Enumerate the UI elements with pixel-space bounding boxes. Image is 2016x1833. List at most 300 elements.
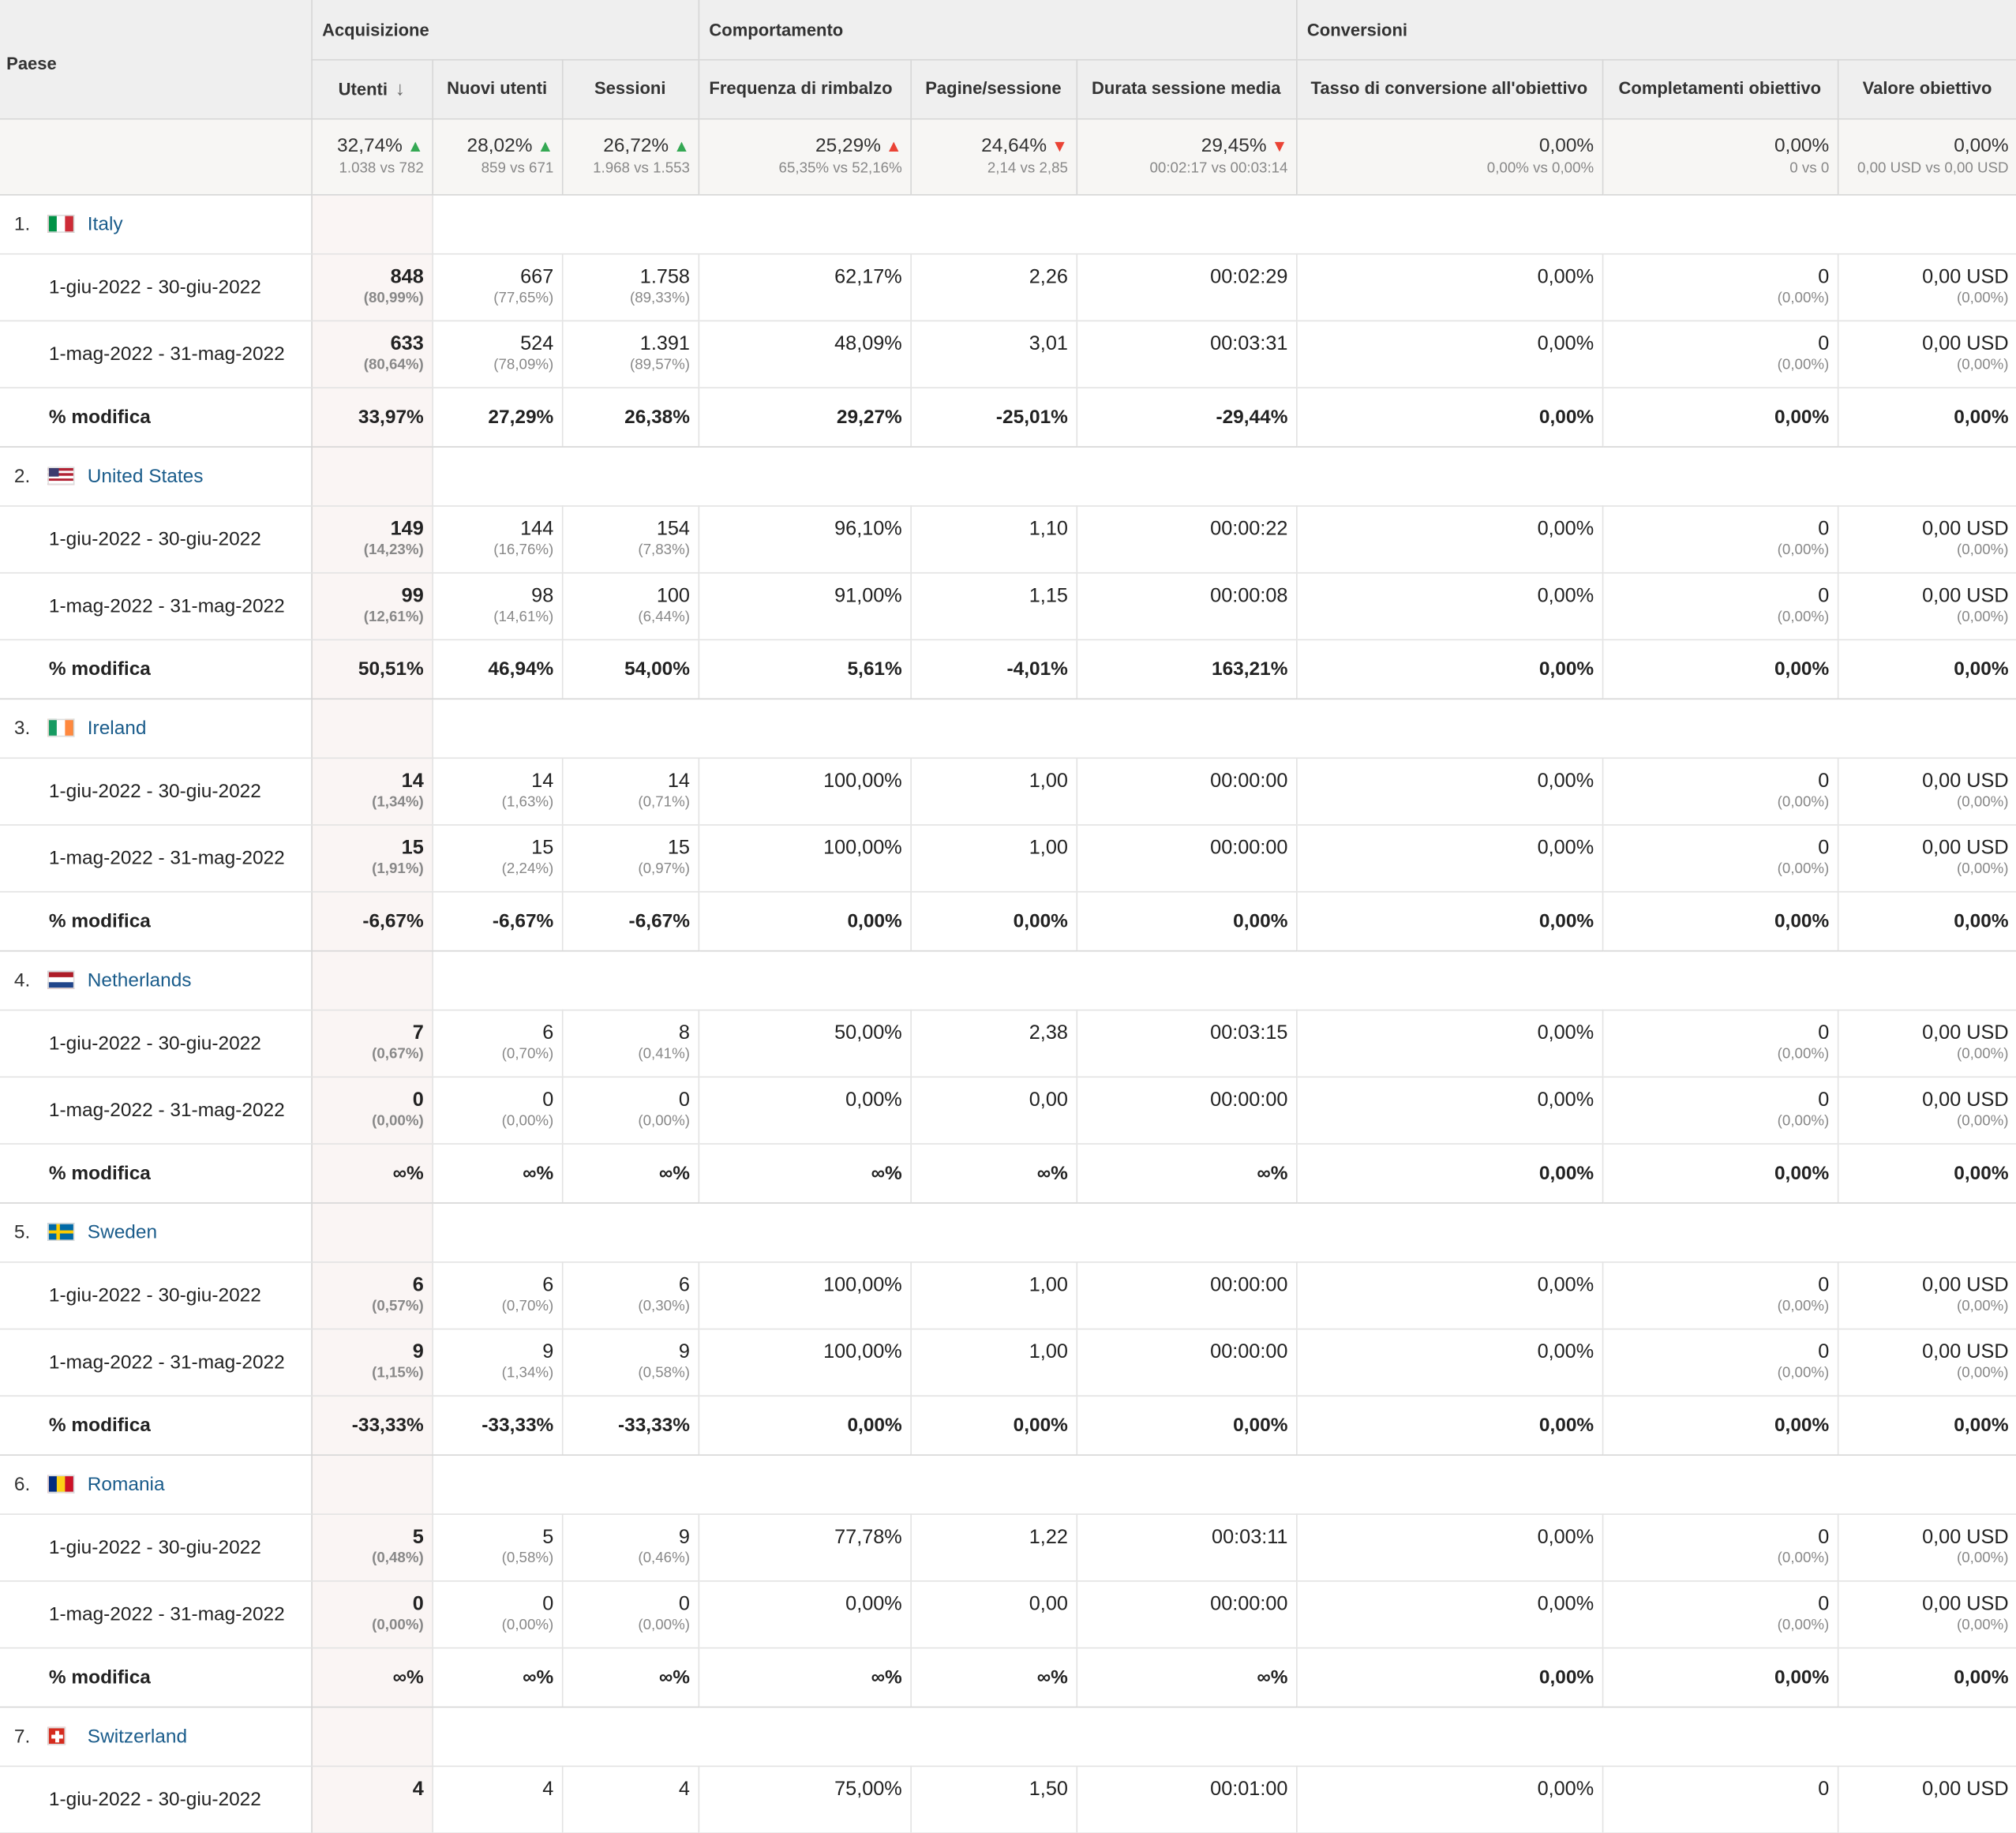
metric-share: (1,15%): [372, 1365, 424, 1381]
col-header-goal-value[interactable]: Valore obiettivo: [1838, 59, 2016, 118]
metric-cell: [1296, 757, 1602, 824]
metric-cell: [432, 572, 562, 639]
percent-change-cell: ∞%: [1076, 1143, 1296, 1202]
metric-value: 0,00 USD: [1922, 332, 2009, 354]
percent-change-cell: 0,00%: [910, 891, 1076, 950]
metric-cell: [1602, 1076, 1838, 1143]
percent-change-cell: 0,00%: [1838, 891, 2016, 950]
metric-value: 0: [1818, 1088, 1830, 1111]
percent-change-label: % modifica: [0, 639, 311, 699]
period-row: [0, 1076, 2016, 1143]
period-label: 1-giu-2022 - 30-giu-2022: [0, 253, 311, 320]
metric-value: 1.391: [639, 332, 690, 354]
totals-value-text: 24,64%: [981, 134, 1047, 156]
metric-value: 00:00:00: [1210, 836, 1288, 859]
percent-change-cell: 0,00%: [1296, 1143, 1602, 1202]
users-column-spacer: [311, 1202, 432, 1261]
percent-change-cell: 0,00%: [1296, 1395, 1602, 1454]
metric-cell: [562, 1076, 699, 1143]
percent-change-cell: 0,00%: [1602, 1395, 1838, 1454]
percent-change-label: % modifica: [0, 891, 311, 950]
col-header-bounce-rate[interactable]: Frequenza di rimbalzo: [699, 59, 911, 118]
period-label: 1-mag-2022 - 31-mag-2022: [0, 1580, 311, 1647]
trend-down-arrow-icon: ▼: [1047, 135, 1068, 156]
period-row: [0, 572, 2016, 639]
metric-cell: [1296, 1513, 1602, 1580]
metric-share: (0,00%): [1777, 542, 1830, 558]
metric-value: 00:00:00: [1210, 769, 1288, 792]
metric-value: 00:01:00: [1210, 1778, 1288, 1800]
metric-cell: [910, 1513, 1076, 1580]
period-row: [0, 1580, 2016, 1647]
percent-change-cell: -33,33%: [562, 1395, 699, 1454]
metric-cell: [699, 824, 911, 891]
metric-cell: [910, 757, 1076, 824]
metric-value: 0: [1818, 332, 1830, 354]
totals-value: [563, 134, 690, 156]
metric-cell: [1602, 1580, 1838, 1647]
metric-value: 15: [401, 836, 424, 859]
metric-value: 0,00%: [845, 1592, 902, 1615]
metric-cell: [1602, 320, 1838, 388]
metric-share: (14,61%): [493, 609, 554, 624]
metric-cell: [562, 824, 699, 891]
period-row: [0, 824, 2016, 891]
percent-change-cell: 0,00%: [910, 1395, 1076, 1454]
percent-change-cell: 0,00%: [1838, 1395, 2016, 1454]
metric-cell: [910, 572, 1076, 639]
metric-value: 0: [1818, 1273, 1830, 1296]
metric-cell: [1838, 253, 2016, 320]
percent-change-cell: ∞%: [699, 1647, 911, 1707]
country-link-netherlands[interactable]: Netherlands: [87, 969, 192, 991]
totals-comparison: 0 vs 0: [1789, 159, 1830, 176]
country-link-romania[interactable]: Romania: [87, 1473, 165, 1495]
metric-cell: [1838, 824, 2016, 891]
col-header-users[interactable]: Utenti ↓: [311, 59, 432, 118]
trend-up-arrow-icon: ▲: [532, 135, 554, 156]
col-header-sessions[interactable]: Sessioni: [562, 59, 699, 118]
metric-cell: [311, 1580, 432, 1647]
country-link-switzerland[interactable]: Switzerland: [87, 1725, 188, 1747]
country-row-filler: [432, 1202, 2016, 1261]
metric-share: (0,46%): [638, 1550, 690, 1566]
metric-value: 0,00%: [1537, 836, 1594, 859]
percent-change-cell: -33,33%: [311, 1395, 432, 1454]
country-rank: 4.: [13, 969, 31, 991]
metric-value: 3,01: [1029, 332, 1068, 354]
period-label: 1-mag-2022 - 31-mag-2022: [0, 824, 311, 891]
metric-cell: [432, 1261, 562, 1329]
metric-value: 1,00: [1029, 836, 1068, 859]
romania-flag-icon: [47, 1475, 74, 1493]
metric-value: 0: [1818, 584, 1830, 607]
percent-change-cell: ∞%: [910, 1143, 1076, 1202]
metric-share: (0,58%): [501, 1550, 554, 1566]
metric-value: 0,00 USD: [1922, 584, 2009, 607]
metric-cell: [562, 1513, 699, 1580]
percent-change-cell: -33,33%: [432, 1395, 562, 1454]
col-header-pages-per-session[interactable]: Pagine/sessione: [910, 59, 1076, 118]
metric-value: 0,00%: [1537, 584, 1594, 607]
percent-change-cell: 0,00%: [699, 891, 911, 950]
metric-share: (0,00%): [1956, 542, 2009, 558]
totals-value: [433, 134, 553, 156]
period-label: 1-giu-2022 - 30-giu-2022: [0, 1513, 311, 1580]
metric-share: (0,30%): [638, 1298, 690, 1314]
country-rank: 6.: [13, 1473, 31, 1495]
totals-value: [312, 134, 424, 156]
percent-change-cell: ∞%: [432, 1647, 562, 1707]
metric-share: (7,83%): [638, 542, 690, 558]
metric-value: 9: [678, 1525, 690, 1548]
metric-cell: [1296, 505, 1602, 572]
united-states-flag-icon: [47, 467, 74, 485]
metric-value: 0,00 USD: [1922, 1592, 2009, 1615]
totals-comparison: 2,14 vs 2,85: [987, 159, 1068, 176]
country-column-header[interactable]: Paese: [0, 0, 311, 118]
metric-share: (0,00%): [1777, 290, 1830, 306]
totals-comparison: 0,00% vs 0,00%: [1486, 159, 1594, 176]
metric-share: (12,61%): [363, 609, 424, 624]
totals-cell: [311, 118, 432, 194]
country-row: [0, 1202, 2016, 1261]
metric-value: 00:00:22: [1210, 517, 1288, 540]
metric-cell: [1076, 1580, 1296, 1647]
metric-value: 6: [542, 1273, 554, 1296]
metric-cell: [311, 253, 432, 320]
metric-cell: [1076, 1329, 1296, 1396]
period-label: 1-mag-2022 - 31-mag-2022: [0, 572, 311, 639]
metric-share: (1,63%): [501, 793, 554, 810]
metric-share: (0,00%): [1777, 1550, 1830, 1566]
metric-value: 633: [390, 332, 424, 354]
metric-share: (0,00%): [1777, 1046, 1830, 1062]
percent-change-cell: ∞%: [562, 1143, 699, 1202]
metric-value: 00:03:31: [1210, 332, 1288, 354]
metric-cell: [1838, 505, 2016, 572]
metric-cell: [1076, 505, 1296, 572]
metric-value: 0,00%: [1537, 1088, 1594, 1111]
metric-share: (89,33%): [629, 290, 690, 306]
metric-value: 100,00%: [823, 836, 902, 859]
metric-share: (0,00%): [1956, 357, 2009, 373]
percent-change-label: % modifica: [0, 1395, 311, 1454]
period-row: [0, 1010, 2016, 1077]
period-label: 1-mag-2022 - 31-mag-2022: [0, 1076, 311, 1143]
metric-value: 0: [1818, 1021, 1830, 1044]
metric-value: 48,09%: [834, 332, 902, 354]
metric-cell: [1838, 1076, 2016, 1143]
users-column-spacer: [311, 1454, 432, 1513]
country-row: [0, 194, 2016, 253]
metric-value: 0,00 USD: [1922, 1273, 2009, 1296]
totals-cell: [1296, 118, 1602, 194]
totals-comparison: 1.968 vs 1.553: [593, 159, 690, 176]
totals-value-text: 0,00%: [1538, 134, 1594, 156]
metric-value: 9: [542, 1340, 554, 1363]
totals-label-cell: [0, 118, 311, 194]
metric-cell: [910, 1766, 1076, 1833]
metric-cell: [432, 505, 562, 572]
metric-value: 0: [542, 1088, 554, 1111]
percent-change-cell: -6,67%: [562, 891, 699, 950]
period-label: 1-mag-2022 - 31-mag-2022: [0, 1329, 311, 1396]
percent-change-cell: ∞%: [311, 1647, 432, 1707]
metric-cell: [1076, 1766, 1296, 1833]
percent-change-cell: 0,00%: [1296, 387, 1602, 446]
metric-share: (0,00%): [1956, 1046, 2009, 1062]
metric-value: 0,00%: [1537, 332, 1594, 354]
col-header-new-users[interactable]: Nuovi utenti: [432, 59, 562, 118]
totals-value-text: 28,02%: [467, 134, 533, 156]
metric-share: (0,00%): [638, 1112, 690, 1129]
metric-cell: [1296, 1580, 1602, 1647]
metric-value: 00:00:00: [1210, 1592, 1288, 1615]
metric-value: 0,00%: [1537, 1340, 1594, 1363]
metric-value: 154: [656, 517, 690, 540]
percent-change-cell: 27,29%: [432, 387, 562, 446]
metric-value: 848: [390, 265, 424, 288]
metric-share: (0,70%): [501, 1046, 554, 1062]
metric-value: 0,00%: [1537, 769, 1594, 792]
metric-value: 7: [412, 1021, 424, 1044]
totals-value-text: 29,45%: [1201, 134, 1267, 156]
period-row: [0, 757, 2016, 824]
metric-cell: [1838, 1513, 2016, 1580]
totals-comparison: 00:02:17 vs 00:03:14: [1149, 159, 1288, 176]
metric-cell: [432, 1076, 562, 1143]
percent-change-cell: ∞%: [1076, 1647, 1296, 1707]
metric-value: 0,00%: [1537, 1525, 1594, 1548]
metric-cell: [910, 320, 1076, 388]
country-row-filler: [432, 1707, 2016, 1766]
metric-cell: [1076, 1076, 1296, 1143]
country-row-filler: [432, 446, 2016, 505]
metric-value: 0: [1818, 769, 1830, 792]
users-column-spacer: [311, 950, 432, 1010]
metric-value: 1,00: [1029, 1273, 1068, 1296]
metric-cell: [1296, 572, 1602, 639]
metric-share: (0,00%): [1956, 1365, 2009, 1381]
percent-change-cell: ∞%: [432, 1143, 562, 1202]
percent-change-cell: -29,44%: [1076, 387, 1296, 446]
metric-value: 524: [520, 332, 554, 354]
metric-cell: [311, 320, 432, 388]
metric-value: 0: [1818, 1778, 1830, 1800]
metric-share: (0,00%): [501, 1617, 554, 1633]
percent-change-cell: 0,00%: [1076, 1395, 1296, 1454]
metric-value: 100: [656, 584, 690, 607]
metric-share: (0,41%): [638, 1046, 690, 1062]
country-link-ireland[interactable]: Ireland: [87, 717, 147, 739]
metric-cell: [562, 253, 699, 320]
metric-share: (2,24%): [501, 860, 554, 877]
metric-cell: [1076, 1010, 1296, 1077]
metric-cell: [432, 1580, 562, 1647]
totals-value-text: 25,29%: [815, 134, 881, 156]
metric-cell: [699, 1513, 911, 1580]
metric-cell: [699, 757, 911, 824]
trend-up-arrow-icon: ▲: [402, 135, 424, 156]
country-link-sweden[interactable]: Sweden: [87, 1220, 158, 1243]
col-header-goal-conversion-rate[interactable]: Tasso di conversione all'obiettivo: [1296, 59, 1602, 118]
col-header-avg-session-duration[interactable]: Durata sessione media: [1076, 59, 1296, 118]
metric-cell: [562, 505, 699, 572]
metric-cell: [432, 1329, 562, 1396]
metric-value: 6: [542, 1021, 554, 1044]
metric-share: (1,34%): [372, 793, 424, 810]
metric-cell: [699, 1261, 911, 1329]
country-cell: [0, 194, 311, 253]
totals-comparison: 859 vs 671: [481, 159, 554, 176]
period-row: [0, 1513, 2016, 1580]
metric-cell: [910, 505, 1076, 572]
percent-change-cell: 0,00%: [699, 1395, 911, 1454]
metric-cell: [699, 1329, 911, 1396]
period-label: 1-giu-2022 - 30-giu-2022: [0, 1766, 311, 1833]
totals-value-text: 26,72%: [603, 134, 669, 156]
percent-change-cell: 0,00%: [1296, 1647, 1602, 1707]
metric-cell: [1296, 1766, 1602, 1833]
italy-flag-icon: [47, 214, 74, 232]
metric-share: (0,00%): [1777, 357, 1830, 373]
period-row: [0, 505, 2016, 572]
percent-change-cell: -6,67%: [432, 891, 562, 950]
group-header-acquisition: Acquisizione: [311, 0, 698, 59]
metric-value: 0: [678, 1088, 690, 1111]
metric-cell: [432, 253, 562, 320]
sort-down-arrow-icon[interactable]: ↓: [395, 77, 405, 100]
period-row: [0, 320, 2016, 388]
country-row-filler: [432, 1454, 2016, 1513]
percent-change-cell: 163,21%: [1076, 639, 1296, 699]
percent-change-cell: 0,00%: [1838, 1143, 2016, 1202]
percent-change-cell: 29,27%: [699, 387, 911, 446]
metric-value: 0: [412, 1592, 424, 1615]
metric-share: (0,00%): [1777, 609, 1830, 624]
percent-change-cell: -4,01%: [910, 639, 1076, 699]
metric-cell: [311, 757, 432, 824]
metric-value: 9: [678, 1340, 690, 1363]
metric-cell: [1296, 1261, 1602, 1329]
metric-value: 0,00: [1029, 1592, 1068, 1615]
metric-value: 0,00 USD: [1922, 769, 2009, 792]
metric-value: 9: [412, 1340, 424, 1363]
netherlands-flag-icon: [47, 970, 74, 988]
metric-value: 14: [667, 769, 690, 792]
metric-cell: [311, 1261, 432, 1329]
metric-value: 14: [401, 769, 424, 792]
metric-value: 149: [390, 517, 424, 540]
ireland-flag-icon: [47, 718, 74, 737]
metric-value: 0,00%: [1537, 1273, 1594, 1296]
metric-value: 0,00 USD: [1922, 265, 2009, 288]
percent-change-cell: 0,00%: [1838, 1647, 2016, 1707]
metric-share: (0,67%): [372, 1046, 424, 1062]
metric-cell: [311, 1010, 432, 1077]
period-row: [0, 1261, 2016, 1329]
percent-change-cell: 26,38%: [562, 387, 699, 446]
col-header-goal-completions[interactable]: Completamenti obiettivo: [1602, 59, 1838, 118]
metric-value: 0,00: [1029, 1088, 1068, 1111]
metric-share: (0,97%): [638, 860, 690, 877]
country-row: [0, 446, 2016, 505]
metric-cell: [1076, 572, 1296, 639]
percent-change-cell: 0,00%: [1602, 891, 1838, 950]
country-link-italy[interactable]: Italy: [87, 212, 123, 235]
metric-value: 4: [542, 1778, 554, 1800]
metric-cell: [1602, 505, 1838, 572]
metric-share: (0,00%): [1777, 1365, 1830, 1381]
country-rank: 2.: [13, 464, 31, 487]
metric-share: (0,00%): [372, 1617, 424, 1633]
percent-change-cell: -25,01%: [910, 387, 1076, 446]
percent-change-cell: 46,94%: [432, 639, 562, 699]
percent-change-row: [0, 891, 2016, 950]
country-row: [0, 1707, 2016, 1766]
percent-change-cell: 0,00%: [1296, 639, 1602, 699]
percent-change-cell: 0,00%: [1838, 639, 2016, 699]
metric-cell: [1838, 1010, 2016, 1077]
metric-cell: [910, 1076, 1076, 1143]
metric-value: 0: [1818, 517, 1830, 540]
metric-share: (0,00%): [1956, 1112, 2009, 1129]
metric-cell: [1838, 1329, 2016, 1396]
metric-share: (0,00%): [1777, 1112, 1830, 1129]
percent-change-cell: ∞%: [562, 1647, 699, 1707]
metric-value: 77,78%: [834, 1525, 902, 1548]
metric-cell: [432, 824, 562, 891]
metric-share: (0,00%): [1956, 1298, 2009, 1314]
metric-cell: [1296, 1076, 1602, 1143]
metric-cell: [699, 253, 911, 320]
percent-change-cell: 0,00%: [1602, 639, 1838, 699]
metric-cell: [910, 1261, 1076, 1329]
metric-value: 100,00%: [823, 1273, 902, 1296]
percent-change-row: [0, 1647, 2016, 1707]
metric-value: 15: [531, 836, 554, 859]
country-row: [0, 950, 2016, 1010]
metric-cell: [432, 1513, 562, 1580]
country-link-united-states[interactable]: United States: [87, 464, 204, 487]
metric-cell: [1838, 572, 2016, 639]
metric-share: (0,00%): [638, 1617, 690, 1633]
country-row: [0, 699, 2016, 758]
totals-cell: [1602, 118, 1838, 194]
metric-cell: [699, 1076, 911, 1143]
metric-cell: [1076, 757, 1296, 824]
percent-change-label: % modifica: [0, 1143, 311, 1202]
metric-cell: [562, 1766, 699, 1833]
metric-cell: [1602, 1329, 1838, 1396]
metric-value: 0,00 USD: [1922, 1525, 2009, 1548]
period-row: [0, 1766, 2016, 1833]
period-row: [0, 253, 2016, 320]
metric-value: 50,00%: [834, 1021, 902, 1044]
metric-value: 91,00%: [834, 584, 902, 607]
users-column-spacer: [311, 699, 432, 758]
totals-value-text: 0,00%: [1774, 134, 1830, 156]
metric-cell: [562, 1010, 699, 1077]
metric-cell: [562, 1261, 699, 1329]
totals-cell: [562, 118, 699, 194]
users-column-spacer: [311, 1707, 432, 1766]
percent-change-row: [0, 1395, 2016, 1454]
metric-value: 1,22: [1029, 1525, 1068, 1548]
metric-cell: [699, 1766, 911, 1833]
metric-cell: [910, 1329, 1076, 1396]
